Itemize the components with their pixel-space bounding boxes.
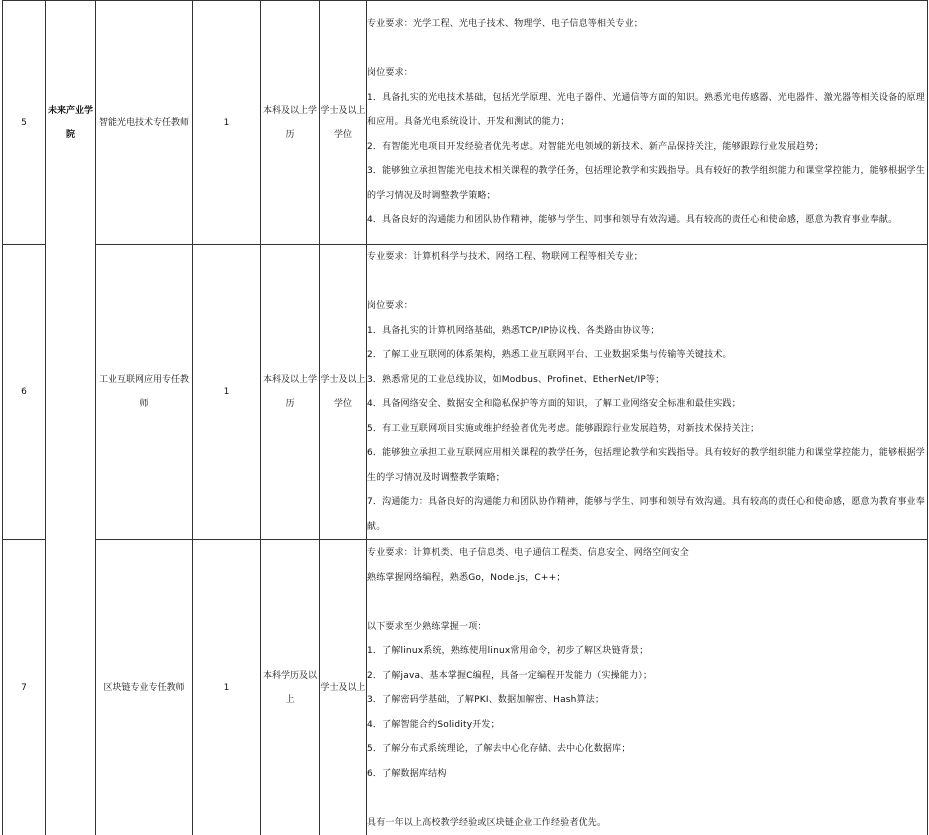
requirement-line: 以下要求至少熟练掌握一项： bbox=[367, 621, 487, 632]
row-number: 7 bbox=[3, 540, 46, 835]
requirement-blank-line bbox=[367, 270, 927, 295]
row-number: 6 bbox=[3, 245, 46, 540]
job-table bbox=[2, 0, 928, 835]
requirement-blank-line bbox=[367, 590, 927, 615]
requirement-line: 6．能够独立承担工业互联网应用相关课程的教学任务，包括理论教学和实践指导。具有较好的教学组织能力和课堂掌控能力，能够根据学生的学习情况及时调整教学策略； bbox=[367, 448, 925, 483]
table-row bbox=[3, 540, 928, 835]
requirement-line: 3．熟悉常见的工业总线协议，如Modbus、Profinet、EtherNet/IP等； bbox=[367, 374, 665, 385]
requirement-blank-line bbox=[367, 786, 927, 811]
education-requirement: 本科学历及以上 bbox=[261, 540, 320, 835]
requirements-cell bbox=[367, 1, 928, 245]
requirement-line: 5．了解分布式系统理论，了解去中心化存储、去中心化数据库； bbox=[367, 744, 631, 754]
requirement-line: 专业要求：计算机类、电子信息类、电子通信工程类、信息安全、网络空间安全 bbox=[367, 548, 690, 558]
requirement-line: 5．有工业互联网项目实施或维护经验者优先考虑。能够跟踪行业发展趋势，对新技术保持关注； bbox=[367, 423, 760, 434]
requirement-line: 4．了解智能合约Solidity开发； bbox=[367, 719, 500, 730]
requirement-line: 专业要求：光学工程、光电子技术、物理学、电子信息等相关专业； bbox=[367, 19, 644, 30]
headcount: 1 bbox=[193, 1, 261, 245]
requirement-line: 2．了解工业互联网的体系架构，熟悉工业互联网平台、工业数据采集与传输等关键技术。 bbox=[367, 350, 732, 360]
row-number: 5 bbox=[3, 1, 46, 245]
requirement-line: 6．了解数据库结构 bbox=[367, 768, 447, 779]
requirement-line: 2．了解java、基本掌握C编程，具备一定编程开发能力（实操能力）； bbox=[367, 670, 653, 681]
education-requirement: 本科及以上学历 bbox=[261, 1, 320, 245]
department-cell bbox=[46, 1, 96, 835]
requirement-line: 2．有智能光电项目开发经验者优先考虑。对智能光电领域的新技术、新产品保持关注，能够跟踪行业发展趋势； bbox=[367, 141, 824, 152]
requirement-line: 专业要求：计算机科学与技术、网络工程、物联网工程等相关专业； bbox=[367, 252, 644, 262]
requirement-line: 具有一年以上高校教学经验或区块链企业工作经验者优先。 bbox=[367, 817, 607, 828]
requirement-line: 3．了解密码学基础，了解PKI、数据加解密、Hash算法； bbox=[367, 695, 605, 705]
post-name: 智能光电技术专任教师 bbox=[96, 1, 193, 245]
requirement-line: 1．具备扎实的光电技术基础，包括光学原理、光电子器件、光通信等方面的知识。熟悉光电传感器、光电器件、激光器等相关设备的原理和应用。具备光电系统设计、开发和测试的能力； bbox=[367, 92, 925, 128]
degree-requirement: 学士及以上学位 bbox=[320, 1, 367, 245]
requirement-blank-line bbox=[367, 37, 927, 62]
requirement-line: 岗位要求： bbox=[367, 68, 414, 79]
table-row bbox=[3, 245, 928, 540]
requirements-cell bbox=[367, 540, 928, 835]
requirement-line: 4．具备网络安全、数据安全和隐私保护等方面的知识，了解工业网络安全标准和最佳实践； bbox=[367, 399, 741, 409]
requirement-line: 岗位要求： bbox=[367, 301, 414, 311]
headcount: 1 bbox=[193, 245, 261, 540]
table-row bbox=[3, 1, 928, 245]
requirements-cell bbox=[367, 245, 928, 540]
requirement-line: 3．能够独立承担智能光电技术相关课程的教学任务，包括理论教学和实践指导。具有较好的教学组织能力和课堂掌控能力，能够根据学生的学习情况及时调整教学策略； bbox=[367, 166, 925, 201]
post-name: 区块链专业专任教师 bbox=[96, 540, 193, 835]
education-requirement: 本科及以上学历 bbox=[261, 245, 320, 540]
post-name: 工业互联网应用专任教师 bbox=[96, 245, 193, 540]
requirement-line: 1．具备扎实的计算机网络基础，熟悉TCP/IP协议栈、各类路由协议等； bbox=[367, 325, 660, 336]
requirement-line: 1．了解linux系统，熟练使用linux常用命令，初步了解区块链背景； bbox=[367, 646, 649, 656]
degree-requirement: 学士及以上学位 bbox=[320, 245, 367, 540]
requirement-line: 7．沟通能力：具备良好的沟通能力和团队协作精神，能够与学生、同事和领导有效沟通。具有较高的责任心和使命感，愿意为教育事业奉献。 bbox=[367, 497, 925, 532]
degree-requirement: 学士及以上 bbox=[320, 540, 367, 835]
headcount: 1 bbox=[193, 540, 261, 835]
department-name: 未来产业学院 bbox=[48, 105, 94, 140]
requirement-line: 4．具备良好的沟通能力和团队协作精神，能够与学生、同事和领导有效沟通。具有较高的责任心和使命感，愿意为教育事业奉献。 bbox=[367, 215, 898, 226]
requirement-line: 熟练掌握网络编程，熟悉Go，Node.js，C++； bbox=[367, 572, 566, 583]
